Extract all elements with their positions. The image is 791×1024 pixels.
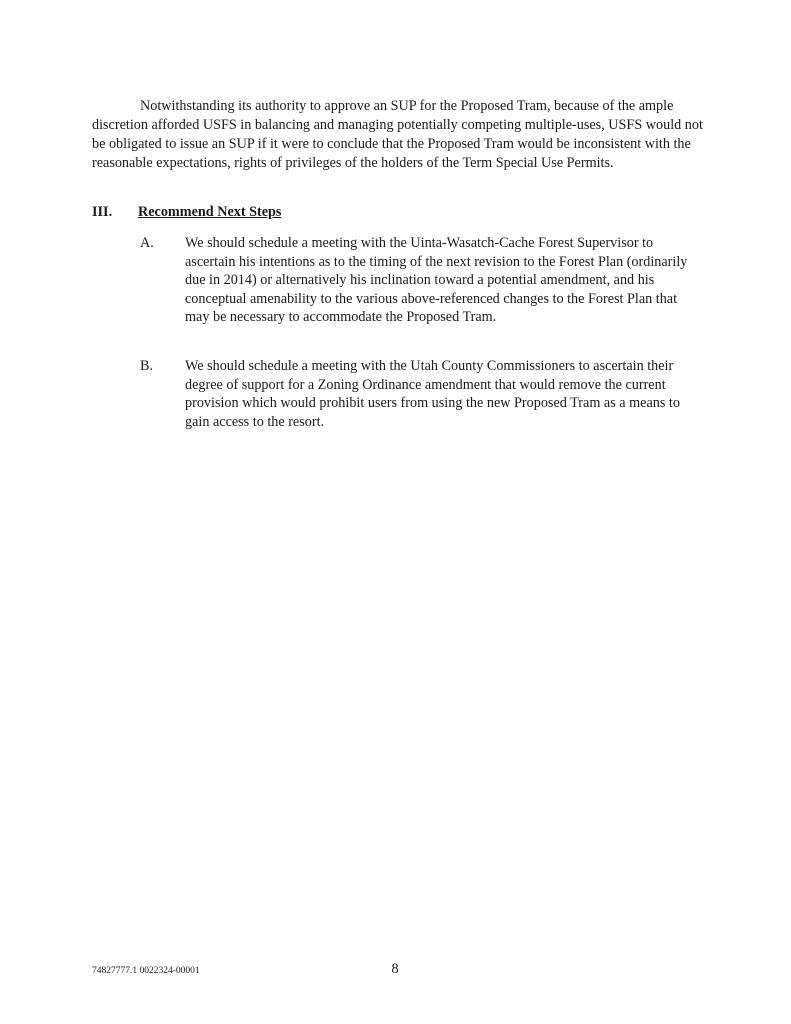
section-title: Recommend Next Steps (138, 204, 282, 220)
footer-document-id: 74827777.1 0022324-00001 (92, 966, 200, 976)
list-item-text: We should schedule a meeting with the Uinta-Wasatch-Cache Forest Supervisor to ascertain his intentions as to the timing of the next revision to the Forest Plan (ordinarily due in 2014) or alternatively his inclination toward a potential amendment, and his conceptual amenability to the various above-referenced changes to the Forest Plan that may be necessary to accommodate the Proposed Tram. (185, 235, 688, 325)
list-item-letter: A. (140, 235, 154, 251)
section-number: III. (92, 204, 113, 220)
intro-paragraph: Notwithstanding its authority to approve an SUP for the Proposed Tram, because of the ample discretion afforded USFS in balancing and managing potentially competing multiple-uses, USFS would not be obligated to issue an SUP if it were to conclude that the Proposed Tram would be inconsistent with the reasonable expectations, rights of privileges of the holders of the Term Special Use Permits. (92, 98, 703, 171)
page-number: 8 (391, 961, 399, 977)
list-item-letter: B. (140, 358, 154, 374)
list-item-text: We should schedule a meeting with the Utah County Commissioners to ascertain their degree of support for a Zoning Ordinance amendment that would remove the current provision which would prohibit users from using the new Proposed Tram as a means to gain access to the resort. (185, 358, 680, 430)
